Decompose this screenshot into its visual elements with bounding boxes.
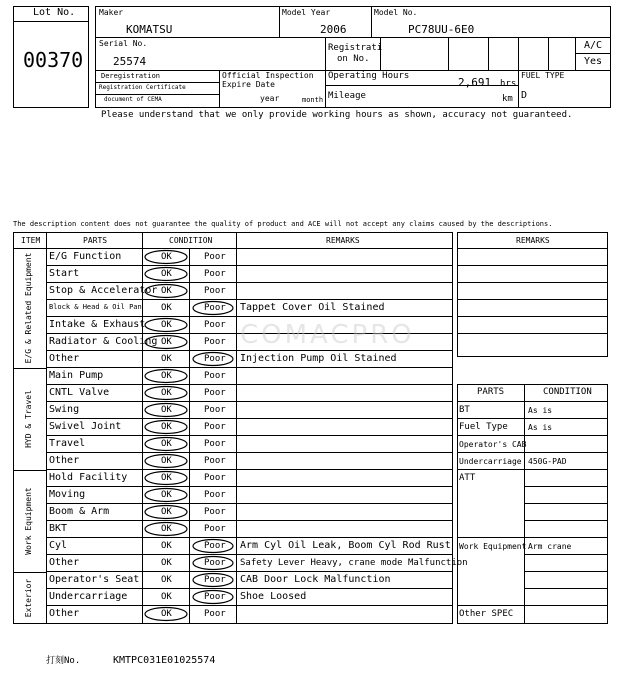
part-name: Other bbox=[49, 608, 80, 619]
fuel-type-value: D bbox=[521, 90, 528, 101]
parts-table-condition: As is bbox=[528, 405, 553, 415]
part-name: Swivel Joint bbox=[49, 421, 122, 432]
registration-label-2: on No. bbox=[337, 54, 370, 64]
dereg-cert: Registration Certificate bbox=[99, 84, 186, 91]
watermark: COMACPRO bbox=[240, 320, 415, 350]
poor-option[interactable]: Poor bbox=[204, 268, 226, 279]
serial-value: 25574 bbox=[113, 55, 147, 68]
ok-option[interactable]: OK bbox=[161, 455, 172, 466]
poor-option[interactable]: Poor bbox=[204, 438, 226, 449]
part-name: Other bbox=[49, 353, 80, 364]
condition-table-header: CONDITION bbox=[543, 387, 592, 397]
disclaimer: The description content does not guarantee the quality of product and ACE will not accept any claims caused by the descriptions. bbox=[13, 220, 553, 228]
poor-option[interactable]: Poor bbox=[204, 591, 226, 602]
model-year-value: 2006 bbox=[320, 23, 347, 36]
part-name: Block & Head & Oil Pan bbox=[49, 303, 142, 311]
parts-table-part: Fuel Type bbox=[459, 421, 508, 432]
poor-option[interactable]: Poor bbox=[204, 370, 226, 381]
dereg-label: Deregistration bbox=[101, 72, 161, 80]
month-label: month bbox=[302, 96, 324, 104]
group-label-hyd: HYD & Travel bbox=[24, 390, 33, 448]
part-name: Start bbox=[49, 268, 80, 279]
remark-text: Shoe Loosed bbox=[240, 591, 307, 602]
ok-option[interactable]: OK bbox=[161, 489, 172, 500]
parts-table-condition: Arm crane bbox=[528, 541, 572, 551]
remark-text: Injection Pump Oil Stained bbox=[240, 353, 397, 364]
poor-option[interactable]: Poor bbox=[204, 404, 226, 415]
poor-option[interactable]: Poor bbox=[204, 302, 226, 313]
poor-option[interactable]: Poor bbox=[204, 251, 226, 262]
ok-option[interactable]: OK bbox=[161, 285, 172, 296]
km-unit: km bbox=[502, 94, 513, 104]
ok-option[interactable]: OK bbox=[161, 319, 172, 330]
part-name: Stop & Accelerator bbox=[49, 285, 158, 296]
inspection-label-2: Expire Date bbox=[222, 80, 275, 89]
parts-table-part: Operator's CAB bbox=[459, 439, 527, 449]
operating-hours-value: 2,691 bbox=[458, 76, 492, 89]
parts-table-part: Undercarriage bbox=[459, 456, 522, 466]
serial-label: Serial No. bbox=[99, 39, 148, 48]
poor-option[interactable]: Poor bbox=[204, 506, 226, 517]
stamp-label: 打刻No. bbox=[46, 656, 81, 666]
ok-option[interactable]: OK bbox=[161, 438, 172, 449]
poor-option[interactable]: Poor bbox=[204, 557, 226, 568]
part-name: Main Pump bbox=[49, 370, 104, 381]
part-name: Swing bbox=[49, 404, 80, 415]
part-name: Operator's Seat bbox=[49, 574, 140, 585]
item-header: ITEM bbox=[21, 236, 41, 245]
ok-option[interactable]: OK bbox=[161, 404, 172, 415]
hrs-unit: hrs bbox=[500, 79, 517, 89]
ok-option[interactable]: OK bbox=[161, 506, 172, 517]
ok-option[interactable]: OK bbox=[161, 353, 172, 364]
registration-label: Registrati bbox=[328, 43, 383, 53]
parts-header: PARTS bbox=[83, 236, 108, 245]
poor-option[interactable]: Poor bbox=[204, 540, 226, 551]
lot-label: Lot No. bbox=[33, 7, 76, 18]
poor-option[interactable]: Poor bbox=[204, 336, 226, 347]
remark-text: CAB Door Lock Malfunction bbox=[240, 574, 391, 585]
remark-text: Safety Lever Heavy, crane mode Malfunction bbox=[240, 557, 468, 568]
poor-option[interactable]: Poor bbox=[204, 489, 226, 500]
maker-label: Maker bbox=[99, 8, 124, 17]
part-name: Undercarriage bbox=[49, 591, 128, 602]
ok-option[interactable]: OK bbox=[161, 523, 172, 534]
poor-option[interactable]: Poor bbox=[204, 455, 226, 466]
parts-table-header: PARTS bbox=[477, 387, 505, 397]
part-name: Boom & Arm bbox=[49, 506, 110, 517]
poor-option[interactable]: Poor bbox=[204, 387, 226, 398]
ok-option[interactable]: OK bbox=[161, 608, 172, 619]
remark-text: Arm Cyl Oil Leak, Boom Cyl Rod Rust bbox=[240, 540, 451, 551]
parts-table-condition: As is bbox=[528, 422, 553, 432]
model-no-value: PC78UU-6E0 bbox=[408, 23, 475, 36]
parts-table-part: Work Equipment bbox=[459, 541, 527, 551]
model-year-label: Model Year bbox=[282, 8, 331, 17]
ac-label: A/C bbox=[584, 40, 603, 51]
condition-header: CONDITION bbox=[169, 236, 213, 245]
maker-value: KOMATSU bbox=[126, 23, 173, 36]
part-name: BKT bbox=[49, 523, 68, 534]
ok-option[interactable]: OK bbox=[161, 370, 172, 381]
stamp-value: KMTPC031E01025574 bbox=[113, 655, 216, 666]
remark-text: Tappet Cover Oil Stained bbox=[240, 302, 385, 313]
hours-note: Please understand that we only provide working hours as shown, accuracy not guaranteed. bbox=[101, 110, 573, 120]
ok-option[interactable]: OK bbox=[161, 268, 172, 279]
poor-option[interactable]: Poor bbox=[204, 319, 226, 330]
ok-option[interactable]: OK bbox=[161, 574, 172, 585]
poor-option[interactable]: Poor bbox=[204, 353, 226, 364]
poor-option[interactable]: Poor bbox=[204, 472, 226, 483]
part-name: Travel bbox=[49, 438, 86, 449]
year-label: year bbox=[260, 94, 280, 103]
operating-hours-label: Operating Hours bbox=[328, 71, 410, 81]
group-label-eg: E/G & Related Equipment bbox=[24, 252, 33, 364]
ok-option[interactable]: OK bbox=[161, 336, 172, 347]
part-name: Radiator & Cooling bbox=[49, 336, 158, 347]
group-label-work: Work Equipment bbox=[24, 487, 33, 555]
ok-option[interactable]: OK bbox=[161, 302, 172, 313]
poor-option[interactable]: Poor bbox=[204, 574, 226, 585]
parts-table-part: ATT bbox=[459, 472, 476, 483]
inspection-label: Official Inspection bbox=[222, 71, 314, 80]
part-name: Other bbox=[49, 455, 80, 466]
part-name: Hold Facility bbox=[49, 472, 128, 483]
poor-option[interactable]: Poor bbox=[204, 523, 226, 534]
part-name: CNTL Valve bbox=[49, 387, 110, 398]
ok-option[interactable]: OK bbox=[161, 591, 172, 602]
mileage-label: Mileage bbox=[328, 91, 366, 101]
ok-option[interactable]: OK bbox=[161, 557, 172, 568]
fuel-type-label: FUEL TYPE bbox=[521, 71, 565, 80]
lot-number: 00370 bbox=[23, 48, 84, 72]
ok-option[interactable]: OK bbox=[161, 387, 172, 398]
dereg-doc: document of CEMA bbox=[104, 96, 162, 103]
remarks-header: REMARKS bbox=[326, 236, 360, 245]
ok-option[interactable]: OK bbox=[161, 540, 172, 551]
ok-option[interactable]: OK bbox=[161, 472, 172, 483]
part-name: E/G Function bbox=[49, 251, 122, 262]
part-name: Other bbox=[49, 557, 80, 568]
parts-table-part: BT bbox=[459, 404, 470, 415]
poor-option[interactable]: Poor bbox=[204, 608, 226, 619]
ok-option[interactable]: OK bbox=[161, 421, 172, 432]
group-label-exterior: Exterior bbox=[24, 578, 33, 618]
poor-option[interactable]: Poor bbox=[204, 421, 226, 432]
part-name: Moving bbox=[49, 489, 86, 500]
ok-option[interactable]: OK bbox=[161, 251, 172, 262]
poor-option[interactable]: Poor bbox=[204, 285, 226, 296]
part-name: Cyl bbox=[49, 540, 68, 551]
parts-table-part: Other SPEC bbox=[459, 608, 514, 619]
part-name: Intake & Exhaust bbox=[49, 319, 146, 330]
parts-table-condition: 450G-PAD bbox=[528, 456, 567, 466]
model-no-label: Model No. bbox=[374, 8, 418, 17]
right-remarks-header: REMARKS bbox=[516, 236, 550, 245]
ac-value: Yes bbox=[584, 56, 603, 67]
